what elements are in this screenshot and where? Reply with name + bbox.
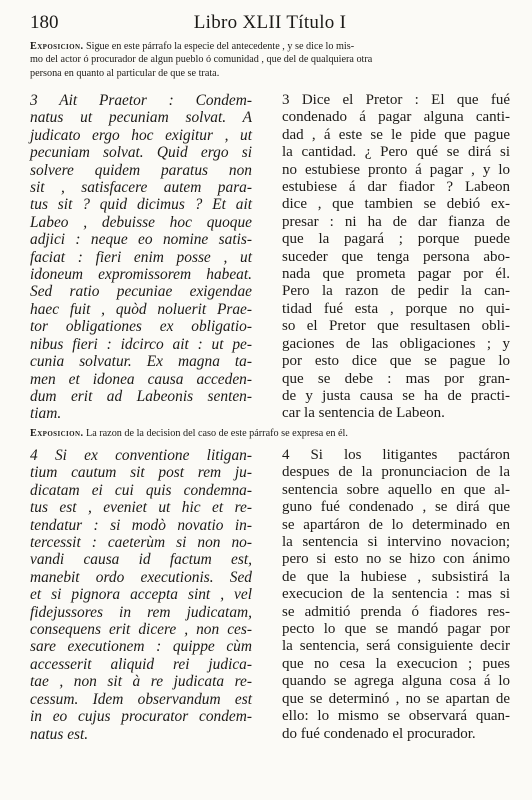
spanish-column-section-4 bbox=[282, 447, 510, 743]
text-line: quando se agrega alguna cosa á lo bbox=[282, 673, 510, 690]
text-line: se admitió prenda ó fiadores res- bbox=[282, 603, 510, 620]
text-line: dum erit ad Labeonis senten- bbox=[30, 387, 252, 405]
text-line: pecto lo que se mandó pagar por bbox=[282, 621, 510, 638]
running-title: Libro XLII Título I bbox=[193, 12, 347, 33]
text-line: despues de la pronunciacion de la bbox=[282, 464, 510, 481]
text-line: que no cesa la execucion ; pues bbox=[282, 655, 510, 672]
text-line: et si pignora accepta sint , vel bbox=[30, 586, 252, 604]
spanish-column-section-3 bbox=[282, 92, 510, 423]
text-line: tor obligationes ex obligatio- bbox=[30, 318, 252, 336]
text-line: se apartáron de lo determinado en bbox=[282, 516, 510, 533]
text-line: presar : ni ha de dar fianza de bbox=[282, 213, 510, 230]
text-line: 3 Dice el Pretor : El que fué bbox=[282, 92, 510, 108]
text-line: que se determinó , no se apartan de bbox=[282, 690, 510, 707]
exposicion-label: Exposicion. bbox=[30, 41, 84, 52]
text-line: pero si esto no se hizo con ánimo bbox=[282, 551, 510, 568]
text-line: que se debe : mas por gran- bbox=[282, 370, 510, 387]
text-line: de y justa causa se ha de practi- bbox=[282, 387, 510, 404]
text-line: tus est , eveniet ut hic et re- bbox=[30, 499, 252, 517]
text-line: tium cautum sit post rem ju- bbox=[30, 464, 252, 482]
text-line: Pero la razon de pedir la can- bbox=[282, 283, 510, 300]
exposicion-text-line: persona en quanto al particular de que se trata. bbox=[30, 67, 220, 79]
text-line: faciat : fieri enim posse , ut bbox=[30, 248, 252, 266]
text-line: no estubiese pronto á pagar , y lo bbox=[282, 161, 510, 178]
text-line: tae , non sit à re judicata re- bbox=[30, 673, 252, 691]
text-line: cessum. Idem observandum est bbox=[30, 690, 252, 708]
text-line: Sed ratio pecuniae exigendae bbox=[30, 283, 252, 301]
exposicion-text: La razon de la decision del caso de este párrafo se expresa en él. bbox=[85, 428, 348, 439]
text-line: 4 Si los litigantes pactáron bbox=[282, 447, 510, 463]
text-line: nibus fieri : idcirco ait : ut pe- bbox=[30, 335, 252, 353]
text-line: solvere quidem paratus non bbox=[30, 161, 252, 179]
latin-column-section-3 bbox=[30, 92, 252, 423]
page-header bbox=[30, 12, 510, 38]
text-line: haec fuit , quòd noluerit Prae- bbox=[30, 300, 252, 318]
text-line: la cantidad. ¿ Pero qué se dirá si bbox=[282, 144, 510, 161]
text-line: tidad fué esta , porque no qui- bbox=[282, 300, 510, 317]
text-line: accesserit aliquid rei judica- bbox=[30, 655, 252, 673]
text-line: tercessit : caeterùm si non no- bbox=[30, 534, 252, 552]
text-line: tus sit ? quid dicimus ? Et ait bbox=[30, 196, 252, 214]
exposicion-note-1 bbox=[30, 40, 510, 80]
text-line: in eo cujus procurator condem- bbox=[30, 708, 252, 726]
text-line: condenado á pagar alguna canti- bbox=[282, 109, 510, 126]
text-line: 4 Si ex conventione litigan- bbox=[30, 447, 252, 464]
text-line: tiam. bbox=[30, 405, 62, 423]
text-line: dad , á este se le pide que pague bbox=[282, 126, 510, 143]
text-line: adjici : neque eo nomine satis- bbox=[30, 231, 252, 249]
exposicion-label: Exposicion. bbox=[30, 428, 84, 439]
text-line: sare executionem : quippe cùm bbox=[30, 638, 252, 656]
text-line: car la sentencia de Labeon. bbox=[282, 405, 445, 422]
text-line: cunia solvatur. Ex magna ta- bbox=[30, 353, 252, 371]
text-line: men et idonea causa acceden- bbox=[30, 370, 252, 388]
text-line: so el Pretor que resultasen obli- bbox=[282, 318, 510, 335]
text-line: Labeo , debuisse hoc quoque bbox=[30, 213, 252, 231]
text-line: la sentencia si intervino novacion; bbox=[282, 534, 510, 551]
exposicion-text-line: mo del actor ó procurador de algun pueblo ó comunidad , que del de qualquiera otra bbox=[30, 54, 373, 66]
text-line: fidejussores in rem judicatam, bbox=[30, 603, 252, 621]
text-line: sit , satisfacere autem para- bbox=[30, 179, 252, 197]
text-line: dicatam ei cui quis condemna- bbox=[30, 481, 252, 499]
text-line: execucion de la sentencia : mas si bbox=[282, 586, 510, 603]
text-line: nada que prometa pagar por él. bbox=[282, 266, 510, 283]
latin-column-section-4 bbox=[30, 447, 252, 743]
text-line: natus est. bbox=[30, 725, 89, 743]
text-line: judicato ergo hoc exigitur , ut bbox=[30, 126, 252, 144]
exposicion-note-2 bbox=[30, 427, 510, 440]
text-line: estubiese á dar fiador ? Labeon bbox=[282, 179, 510, 196]
text-line: idoneum expromissorem habeat. bbox=[30, 266, 252, 284]
text-line: tendatur : si modò novatio in- bbox=[30, 516, 252, 534]
text-line: la sentencia, será consiguiente decir bbox=[282, 638, 510, 655]
page-number: 180 bbox=[30, 12, 59, 33]
text-line: ello: lo mismo se observará quan- bbox=[282, 708, 510, 725]
text-line: sentencia sobre aquello en que al- bbox=[282, 481, 510, 498]
text-line: do fué condenado el procurador. bbox=[282, 725, 476, 742]
text-line: que la pagará ; porque puede bbox=[282, 231, 510, 248]
exposicion-text-line: Sigue en este párrafo la especie del antecedente , y se dice lo mis- bbox=[85, 41, 355, 52]
text-line: dice , que tambien se debió ex- bbox=[282, 196, 510, 213]
text-line: de que la hubiese , subsistirá la bbox=[282, 568, 510, 585]
text-line: gaciones de las obligaciones ; y bbox=[282, 335, 510, 352]
text-line: consequens erit dicere , non ces- bbox=[30, 621, 252, 639]
text-line: natus ut pecuniam solvat. A bbox=[30, 109, 252, 127]
text-line: por esto dice que se pague lo bbox=[282, 353, 510, 370]
text-line: vandi causa id factum est, bbox=[30, 551, 252, 569]
text-line: pecuniam solvat. Quid ergo si bbox=[30, 144, 252, 162]
text-line: guno fué condenado , se dirá que bbox=[282, 499, 510, 516]
text-line: 3 Ait Praetor : Condem- bbox=[30, 92, 252, 109]
text-line: manebit ordo executionis. Sed bbox=[30, 568, 252, 586]
text-line: suceder que tenga persona abo- bbox=[282, 248, 510, 265]
